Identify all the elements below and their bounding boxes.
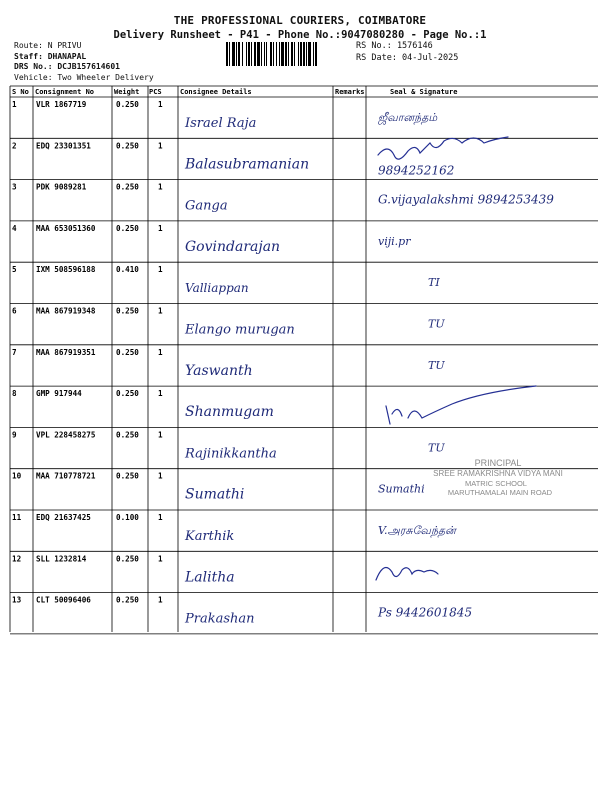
row-sno: 12 [12, 554, 22, 564]
signature-scribble-12 [376, 568, 438, 581]
vehicle-label: Vehicle: Two Wheeler Delivery [14, 72, 154, 82]
row-consignee-handwritten: Sumathi [185, 486, 245, 503]
row-consignee-handwritten: Israel Raja [185, 116, 257, 131]
row-consignment-no: VPL 228458275 [36, 430, 96, 440]
row-signature-handwritten: G.vijayalakshmi 9894253439 [378, 192, 554, 207]
row-weight: 0.250 [116, 182, 139, 192]
row-pcs: 1 [158, 554, 163, 564]
row-sno: 6 [12, 306, 17, 316]
row-weight: 0.250 [116, 141, 139, 151]
row-pcs: 1 [158, 513, 163, 522]
row-consignee-handwritten: Elango murugan [185, 322, 295, 338]
row-consignee-handwritten: Rajinikkantha [185, 446, 277, 462]
row-pcs: 1 [158, 471, 163, 481]
row-signature-handwritten: TU [428, 441, 445, 455]
row-weight: 0.250 [116, 100, 139, 109]
row-consignment-no: EDQ 21637425 [36, 513, 91, 522]
row-sno: 11 [12, 513, 22, 522]
row-pcs: 1 [158, 595, 163, 605]
row-consignee-handwritten: Yaswanth [185, 362, 253, 379]
row-consignee-handwritten: Balasubramanian [185, 156, 310, 173]
staff-label: Staff: DHANAPAL [14, 51, 87, 61]
row-pcs: 1 [158, 182, 163, 192]
row-consignment-no: MAA 867919351 [36, 347, 96, 357]
row-sno: 2 [12, 141, 17, 151]
row-consignee-handwritten: Govindarajan [185, 238, 281, 255]
row-consignment-no: SLL 1232814 [36, 554, 87, 564]
row-pcs: 1 [158, 347, 163, 357]
col-header-pcs: PCS [149, 88, 162, 96]
col-header-consignee: Consignee Details [180, 88, 252, 96]
stamp-line-2: SREE RAMAKRISHNA VIDYA MANI [433, 469, 563, 478]
drs-number: DRS No.: DCJB157614601 [14, 62, 120, 71]
row-weight: 0.250 [116, 347, 139, 357]
row-weight: 0.250 [116, 223, 139, 233]
row-signature-handwritten: Sumathi [378, 482, 425, 496]
row-pcs: 1 [158, 265, 163, 275]
row-sno: 4 [12, 223, 17, 233]
row-sno: 13 [12, 595, 22, 605]
row-weight: 0.250 [116, 389, 139, 399]
stamp-line-4: MARUTHAMALAI MAIN ROAD [447, 488, 553, 497]
row-weight: 0.250 [116, 430, 139, 440]
rs-number: RS No.: 1576146 [356, 41, 433, 51]
stamp-line-3: MATRIC SCHOOL [465, 479, 527, 488]
col-header-signature: Seal & Signature [390, 88, 458, 96]
signature-scribble-8 [386, 386, 536, 424]
signature-scribble-2 [378, 137, 508, 159]
row-signature-handwritten: TI [428, 276, 440, 290]
row-weight: 0.250 [116, 595, 139, 605]
row-signature-handwritten: Ps 9442601845 [378, 605, 473, 620]
row-pcs: 1 [158, 100, 163, 109]
row-weight: 0.100 [116, 513, 139, 522]
row-sno: 7 [12, 347, 17, 357]
rs-date: RS Date: 04-Jul-2025 [356, 53, 459, 63]
row-signature-handwritten: ஜீவானந்தம் [378, 111, 438, 124]
row-consignee-handwritten: Lalitha [185, 569, 235, 586]
row-consignee-handwritten: Ganga [185, 198, 228, 214]
row-signature-handwritten: 9894252162 [378, 163, 455, 178]
row-consignment-no: CLT 50096406 [36, 595, 91, 605]
row-signature-handwritten: V.அரசுவேந்தன் [378, 524, 456, 537]
col-header-weight: Weight [114, 88, 140, 96]
runsheet-title: THE PROFESSIONAL COURIERS, COIMBATORE [173, 14, 427, 27]
row-sno: 5 [12, 265, 17, 275]
row-consignment-no: MAA 867919348 [36, 306, 96, 316]
row-consignment-no: PDK 9089281 [36, 182, 87, 192]
row-pcs: 1 [158, 306, 163, 316]
row-consignee-handwritten: Valliappan [185, 281, 249, 296]
row-pcs: 1 [158, 389, 163, 399]
row-pcs: 1 [158, 141, 163, 151]
row-sno: 1 [12, 100, 17, 109]
row-sno: 8 [12, 389, 17, 399]
route-label: Route: N PRIVU [14, 41, 82, 50]
row-signature-handwritten: viji.pr [378, 234, 411, 248]
row-consignee-handwritten: Shanmugam [185, 404, 274, 421]
row-consignment-no: MAA 653051360 [36, 223, 96, 233]
runsheet-subtitle: Delivery Runsheet - P41 - Phone No.:9047080280 - Page No.:1 [113, 29, 487, 41]
row-pcs: 1 [158, 430, 163, 440]
row-pcs: 1 [158, 223, 163, 233]
row-sno: 3 [12, 182, 17, 192]
row-consignment-no: MAA 710778721 [36, 471, 96, 481]
row-weight: 0.250 [116, 306, 139, 316]
col-header-remarks: Remarks [335, 88, 365, 96]
row-sno: 10 [12, 471, 22, 481]
row-weight: 0.250 [116, 471, 139, 481]
row-consignee-handwritten: Karthik [185, 529, 235, 544]
row-consignment-no: GMP 917944 [36, 389, 82, 399]
row-consignment-no: IXM 508596188 [36, 265, 96, 275]
row-consignment-no: EDQ 23301351 [36, 141, 91, 151]
col-header-sno: S No [12, 88, 29, 96]
school-seal-stamp [433, 458, 563, 497]
stamp-line-1: PRINCIPAL [474, 458, 522, 468]
row-consignee-handwritten: Prakashan [185, 611, 255, 627]
row-consignment-no: VLR 1867719 [36, 100, 87, 109]
row-weight: 0.250 [116, 554, 139, 564]
row-signature-handwritten: TU [428, 317, 445, 331]
row-weight: 0.410 [116, 265, 139, 275]
row-sno: 9 [12, 430, 17, 440]
col-header-consignment: Consignment No [35, 88, 95, 96]
row-signature-handwritten: TU [428, 358, 445, 372]
